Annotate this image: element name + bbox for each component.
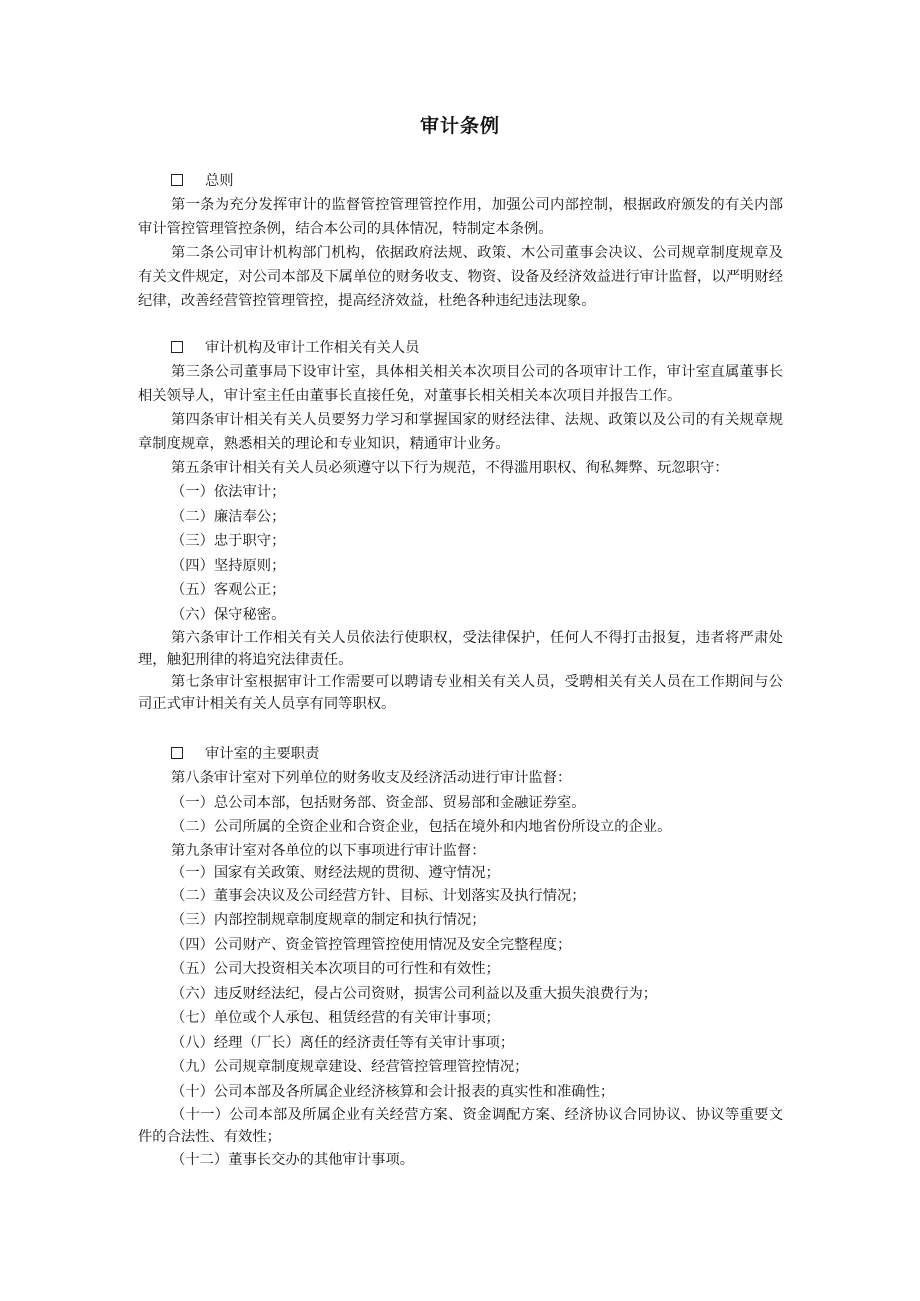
list-item: （二）廉洁奉公； bbox=[171, 508, 286, 525]
list-item: （三）内部控制规章制度规章的制定和执行情况； bbox=[171, 912, 486, 928]
list-item: （四）公司财产、资金管控管理管控使用情况及安全完整程度； bbox=[171, 936, 572, 953]
article-8: 第八条审计室对下列单位的财务收支及经济活动进行审计监督： bbox=[171, 770, 572, 786]
article-3: 第三条公司董事局下设审计室，具体相关相关本次项目公司的各项审计工作，审计室直属董事长相关领导人，审计室主任由董事长直接任免，对董事长相关相关本次项目并报告工作。 bbox=[138, 364, 783, 404]
article-5: 第五条审计相关有关人员必须遵守以下行为规范，不得滥用职权、徇私舞弊、玩忽职守： bbox=[171, 460, 729, 476]
section-heading-text: 审计机构及审计工作相关有关人员 bbox=[205, 340, 420, 356]
article-9: 第九条审计室对各单位的以下事项进行审计监督： bbox=[171, 842, 486, 859]
checkbox-bullet-icon bbox=[171, 174, 183, 186]
list-item: （一）总公司本部，包括财务部、资金部、贸易部和金融证券室。 bbox=[171, 794, 586, 811]
list-item: （一）国家有关政策、财经法规的贯彻、遵守情况； bbox=[171, 864, 500, 881]
list-item: （三）忠于职守； bbox=[171, 533, 286, 549]
list-item: （六）违反财经法纪，侵占公司资财，损害公司利益以及重大损失浪费行为； bbox=[171, 985, 658, 1002]
section-general bbox=[138, 170, 783, 313]
section-heading-text: 审计室的主要职责 bbox=[205, 746, 320, 762]
section-heading bbox=[138, 170, 783, 193]
article-4: 第四条审计相关有关人员要努力学习和掌握国家的财经法律、法规、政策以及公司的有关规章规章制度规章，熟悉相关的理论和专业知识，精通审计业务。 bbox=[138, 412, 783, 452]
list-item: （六）保守秘密。 bbox=[171, 606, 286, 623]
list-item: （五）客观公正； bbox=[171, 582, 286, 598]
list-item-long: （十一）公司本部及所属企业有关经营方案、资金调配方案、经济协议合同协议、协议等重要文件的合法性、有效性； bbox=[138, 1107, 783, 1145]
article-7: 第七条审计室根据审计工作需要可以聘请专业相关有关人员，受聘相关有关人员在工作期间与公司正式审计相关有关人员享有同等职权。 bbox=[138, 674, 783, 712]
list-item: （一）依法审计； bbox=[171, 484, 286, 500]
document-title: 审计条例 bbox=[419, 115, 500, 137]
checkbox-bullet-icon bbox=[171, 747, 183, 759]
list-item: （十二）董事长交办的其他审计事项。 bbox=[171, 1152, 415, 1168]
list-item: （八）经理（厂长）离任的经济责任等有关审计事项； bbox=[171, 1034, 515, 1051]
list-item: （九）公司规章制度规章建设、经营管控管理管控情况； bbox=[171, 1059, 529, 1075]
list-item: （二）公司所属的全资企业和合资企业，包括在境外和内地省份所设立的企业。 bbox=[171, 819, 672, 835]
checkbox-bullet-icon bbox=[171, 341, 183, 353]
article-6: 第六条审计工作相关有关人员依法行使职权，受法律保护，任何人不得打击报复，违者将严肃处理，触犯刑律的将追究法律责任。 bbox=[138, 630, 783, 668]
section-audit-duties bbox=[138, 743, 783, 1173]
list-item: （五）公司大投资相关本次项目的可行性和有效性； bbox=[171, 961, 500, 977]
section-heading bbox=[138, 743, 783, 766]
section-audit-organization bbox=[138, 337, 783, 715]
list-item: （四）坚持原则； bbox=[171, 557, 286, 574]
section-heading-text: 总则 bbox=[205, 173, 234, 189]
section-heading bbox=[138, 337, 783, 360]
list-item: （十）公司本部及各所属企业经济核算和会计报表的真实性和准确性； bbox=[171, 1083, 615, 1100]
list-item: （七）单位或个人承包、租赁经营的有关审计事项； bbox=[171, 1010, 500, 1026]
list-item: （二）董事会决议及公司经营方针、目标、计划落实及执行情况； bbox=[171, 887, 586, 904]
article-1: 第一条为充分发挥审计的监督管控管理管控作用，加强公司内部控制，根据政府颁发的有关内部审计管控管理管控条例，结合本公司的具体情况，特制定本条例。 bbox=[138, 197, 783, 237]
article-2: 第二条公司审计机构部门机构，依据政府法规、政策、木公司董事会决议、公司规章制度规章及有关文件规定，对公司本部及下属单位的财务收支、物资、设备及经济效益进行审计监督，以严明财经纪律，改善经营管控管理管控，提高经济效益，杜绝各种违纪违法现象。 bbox=[138, 245, 783, 309]
